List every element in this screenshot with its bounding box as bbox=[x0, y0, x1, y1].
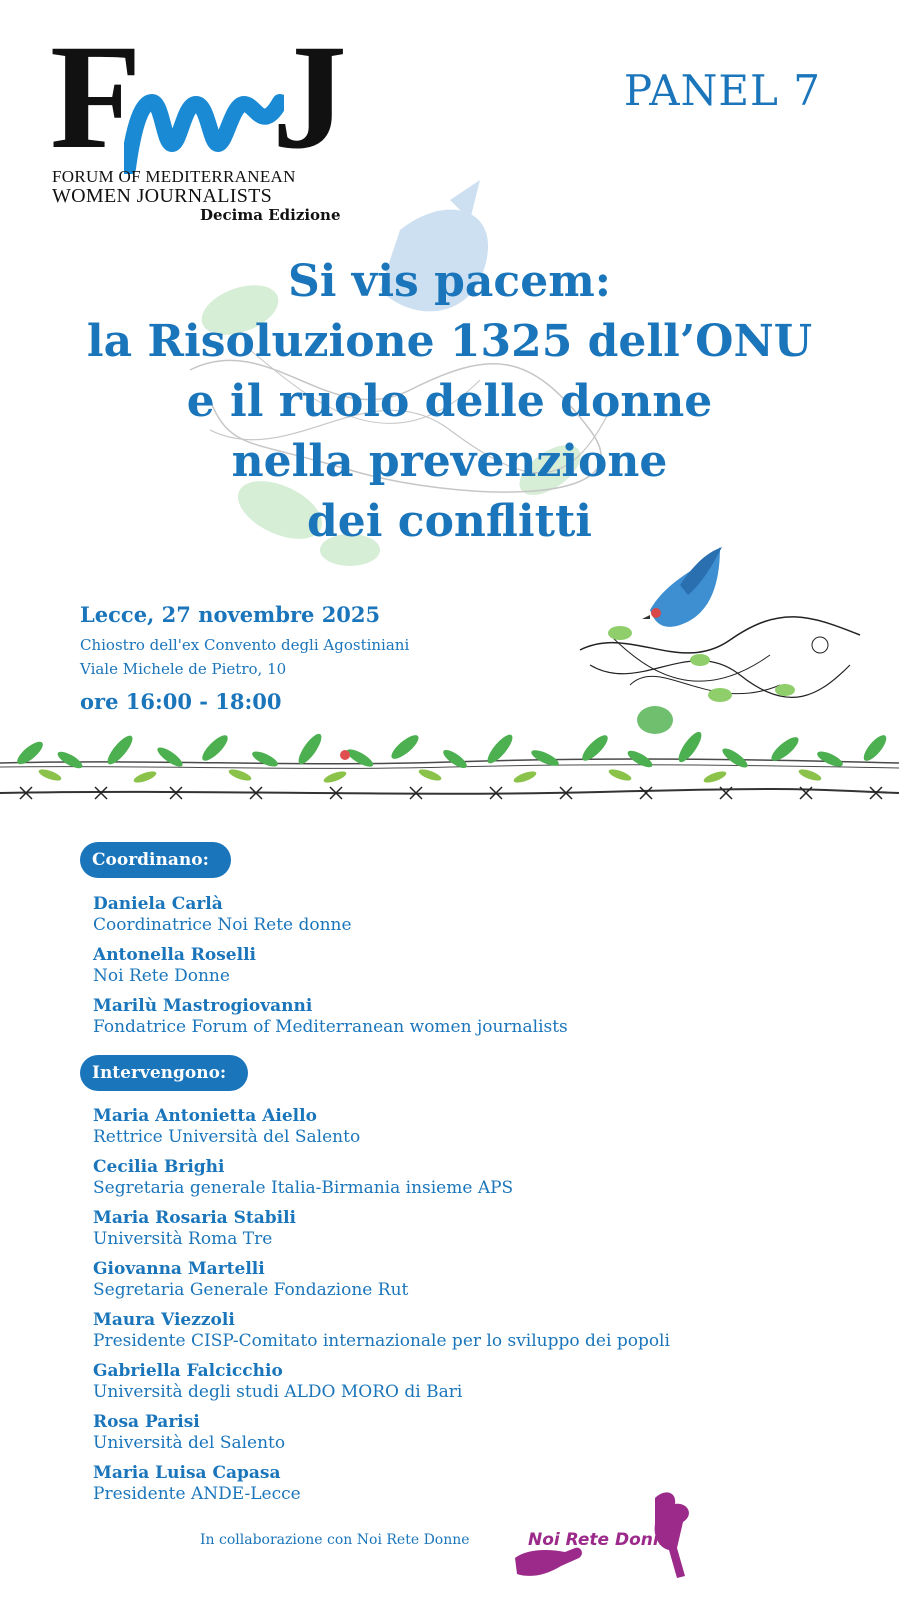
person-name: Rosa Parisi bbox=[93, 1412, 200, 1432]
person-role: Presidente CISP-Comitato internazionale per lo sviluppo dei popoli bbox=[93, 1331, 670, 1351]
person-role: Università Roma Tre bbox=[93, 1229, 273, 1249]
list-item bbox=[93, 1361, 670, 1403]
event-date: Lecce, 27 novembre 2025 bbox=[80, 602, 381, 627]
list-item bbox=[93, 1412, 670, 1454]
coordinators-label: Coordinano: bbox=[80, 842, 231, 878]
logo-line-2: WOMEN JOURNALISTS bbox=[52, 185, 273, 207]
edition-label: Decima Edizione bbox=[200, 206, 341, 224]
person-name: Gabriella Falcicchio bbox=[93, 1361, 283, 1381]
person-name: Antonella Roselli bbox=[93, 945, 256, 965]
list-item bbox=[93, 1157, 670, 1199]
list-item bbox=[93, 1106, 670, 1148]
logo-line-1: FORUM OF MEDITERRANEAN bbox=[52, 167, 296, 186]
person-role: Coordinatrice Noi Rete donne bbox=[93, 915, 352, 935]
speakers-list bbox=[93, 1106, 670, 1514]
person-role: Università del Salento bbox=[93, 1433, 286, 1453]
person-role: Università degli studi ALDO MORO di Bari bbox=[93, 1382, 463, 1402]
person-name: Maria Luisa Capasa bbox=[93, 1463, 281, 1483]
logo-letter-f: F bbox=[50, 14, 142, 180]
person-name: Maria Rosaria Stabili bbox=[93, 1208, 296, 1228]
event-info bbox=[80, 602, 409, 714]
logo-mw-mark bbox=[124, 94, 284, 174]
event-time: ore 16:00 - 18:00 bbox=[80, 689, 282, 714]
panel-number: PANEL 7 bbox=[623, 66, 821, 115]
person-name: Maura Viezzoli bbox=[93, 1310, 235, 1330]
barbed-wire-divider bbox=[0, 715, 899, 815]
person-name: Cecilia Brighi bbox=[93, 1157, 225, 1177]
person-role: Fondatrice Forum of Mediterranean women journalists bbox=[93, 1017, 568, 1037]
title-line: e il ruolo delle donne bbox=[186, 376, 713, 427]
speakers-label: Intervengono: bbox=[80, 1055, 248, 1091]
person-role: Presidente ANDE-Lecce bbox=[93, 1484, 301, 1504]
list-item bbox=[93, 945, 568, 987]
event-address: Viale Michele de Pietro, 10 bbox=[80, 660, 287, 678]
person-name: Marilù Mastrogiovanni bbox=[93, 996, 313, 1016]
fmwj-logo bbox=[50, 14, 370, 230]
person-name: Daniela Carlà bbox=[93, 894, 223, 914]
person-name: Giovanna Martelli bbox=[93, 1259, 265, 1279]
list-item bbox=[93, 894, 568, 936]
person-role: Segretaria Generale Fondazione Rut bbox=[93, 1280, 409, 1300]
title-line: la Risoluzione 1325 dell’ONU bbox=[86, 316, 813, 367]
logo-letter-j: J bbox=[272, 14, 347, 180]
list-item bbox=[93, 1310, 670, 1352]
title-line: dei conflitti bbox=[307, 496, 592, 547]
coordinators-list bbox=[93, 894, 568, 1047]
list-item bbox=[93, 996, 568, 1038]
list-item bbox=[93, 1259, 670, 1301]
title-line: nella prevenzione bbox=[231, 436, 668, 487]
event-title bbox=[0, 252, 899, 552]
event-venue: Chiostro dell'ex Convento degli Agostiniani bbox=[80, 636, 410, 654]
person-role: Segretaria generale Italia-Birmania insieme APS bbox=[93, 1178, 514, 1198]
person-role: Noi Rete Donne bbox=[93, 966, 230, 986]
list-item bbox=[93, 1208, 670, 1250]
collaboration-note: In collaborazione con Noi Rete Donne bbox=[200, 1532, 470, 1548]
person-name: Maria Antonietta Aiello bbox=[93, 1106, 317, 1126]
title-line: Si vis pacem: bbox=[287, 256, 612, 307]
partner-logo-text: Noi Rete Donne bbox=[528, 1530, 677, 1550]
person-role: Rettrice Università del Salento bbox=[93, 1127, 361, 1147]
